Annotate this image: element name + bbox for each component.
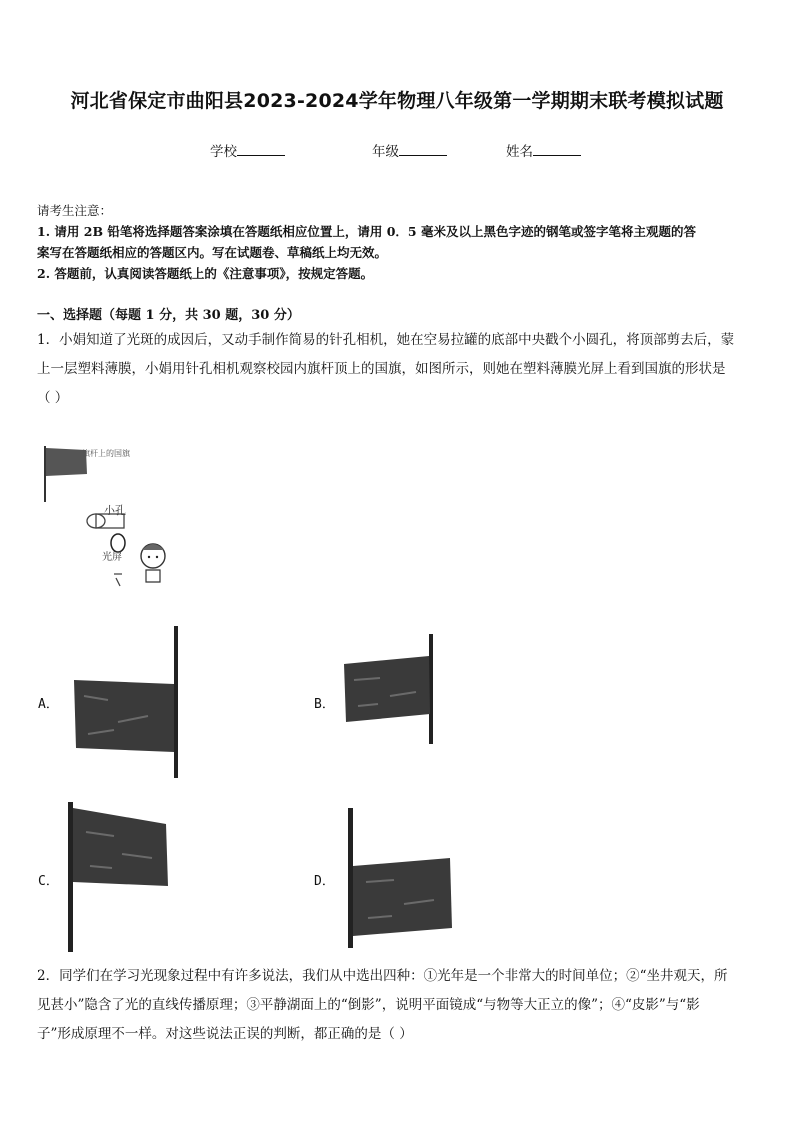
notice-heading: 请考生注意： — [37, 203, 113, 218]
notice-block — [37, 200, 759, 284]
question-1-line-2: 上一层塑料薄膜，小娟用针孔相机观察校园内旗杆顶上的国旗，如图所示，则她在塑料薄膜光屏上看到国旗的形状是 — [37, 361, 726, 377]
question-2-line-3: 子”形成原理不一样。对这些说法正误的判断，都正确的是（ ） — [37, 1026, 413, 1042]
option-c-label[interactable]: C． — [38, 874, 59, 889]
pinhole-camera-figure — [36, 438, 186, 598]
grade-field — [372, 140, 447, 160]
section-heading: 一、选择题（每题 1 分，共 30 题，30 分） — [37, 308, 300, 323]
option-b-label[interactable]: B． — [314, 697, 335, 712]
screen-label: 光屏 — [102, 552, 122, 563]
option-a-flag-icon[interactable] — [68, 626, 188, 778]
flagpole-flag — [46, 448, 87, 476]
notice-item-2: 2. 答题前，认真阅读答题纸上的《注意事项》，按规定答题。 — [37, 266, 374, 281]
school-label: 学校 — [210, 144, 237, 160]
option-b-flag-icon[interactable] — [340, 634, 440, 744]
question-1 — [37, 326, 759, 413]
question-1-line-3: （ ） — [37, 390, 69, 406]
question-2-line-2: 见甚小”隐含了光的直线传播原理；③平静湖面上的“倒影”，说明平面镜成“与物等大正立的像”；④“皮影”与“影 — [37, 997, 700, 1013]
option-a-label[interactable]: A． — [38, 697, 59, 712]
school-blank[interactable] — [237, 141, 285, 156]
option-d-flag-icon[interactable] — [346, 808, 456, 948]
grade-blank[interactable] — [399, 141, 447, 156]
grade-label: 年级 — [372, 144, 399, 160]
option-d-label[interactable]: D． — [314, 874, 335, 889]
page-title: 河北省保定市曲阳县2023-2024学年物理八年级第一学期期末联考模拟试题 — [70, 90, 724, 112]
school-field — [210, 140, 285, 160]
question-1-line-1: 1．小娟知道了光斑的成因后，又动手制作简易的针孔相机，她在空易拉罐的底部中央戳个小圆孔，将顶部剪去后，蒙 — [37, 332, 735, 348]
name-field — [506, 140, 581, 160]
name-blank[interactable] — [533, 141, 581, 156]
flag-caption: 旗杆上的国旗 — [82, 449, 130, 458]
name-label: 姓名 — [506, 144, 533, 160]
question-2 — [37, 962, 759, 1049]
option-c-flag-icon[interactable] — [66, 802, 176, 952]
notice-item-1-line-1: 1. 请用 2B 铅笔将选择题答案涂填在答题纸相应位置上，请用 0．5 毫米及以上黑色字迹的钢笔或签字笔将主观题的答 — [37, 224, 696, 239]
hole-label: 小孔 — [104, 504, 126, 517]
notice-item-1-line-2: 案写在答题纸相应的答题区内。写在试题卷、草稿纸上均无效。 — [37, 245, 388, 260]
question-2-line-1: 2．同学们在学习光现象过程中有许多说法，我们从中选出四种：①光年是一个非常大的时间单位；②“坐井观天，所 — [37, 968, 728, 984]
